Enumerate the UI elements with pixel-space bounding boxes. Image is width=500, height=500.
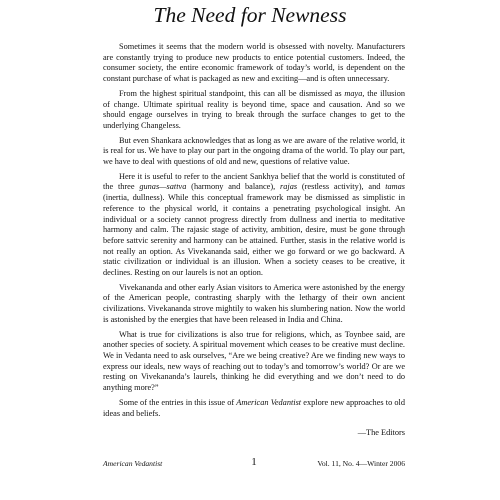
italic-term-gunas-sattva: gunas—sattva — [139, 182, 187, 192]
paragraph-6 — [103, 330, 405, 394]
paragraph-text: Sometimes it seems that the modern world is obsessed with novelty. Manufacturers are constantly trying to produce new products to entice potential customers. Indeed, the consumer society, the entire economic framework of today’s world, is dependent on the constant purchase of what is packaged as new and exciting—and is often unnecessary. — [103, 42, 405, 84]
italic-term-tamas: tamas — [385, 182, 406, 192]
paragraph-text: But even Shankara acknowledges that as long as we are aware of the relative world, it is real for us. We have to play our part in the ongoing drama of the world. To play our part, we have to deal with questions of old and new, questions of relative value. — [103, 135, 405, 167]
paragraph-1 — [103, 42, 405, 85]
paragraph-text: (restless activity), and — [297, 182, 386, 192]
italic-journal-name: American Vedantist — [236, 397, 302, 407]
paragraph-4 — [103, 172, 405, 279]
paragraph-text: What is true for civilizations is also true for religions, which, as Toynbee said, are another species of society. A spiritual movement which ceases to be creative must decline. We in Vedanta need to ask ourselves, “Are we being creative? Are we finding new ways to express our ideals, new ways of reaching out to today’s and tomorrow’s world? Or are we resting on Vivekananda’s laurels, thinking he did everything and we don’t need to do anything more?” — [103, 329, 405, 393]
paragraph-text: explore new approaches to old ideas and beliefs. — [103, 397, 405, 418]
footer-journal-name: American Vedantist — [103, 459, 163, 468]
page-title: The Need for Newness — [153, 3, 347, 27]
signature: —The Editors — [357, 428, 405, 437]
page-footer — [103, 457, 405, 471]
italic-term-rajas: rajas — [280, 182, 298, 192]
italic-term-maya: maya — [344, 88, 363, 98]
paragraph-3 — [103, 136, 405, 168]
paragraph-text: (inertia, dullness). While this conceptual framework may be dismissed as simplistic in reference to the physical world, it contains a penetrating psychological insight. An individual or a society cannot progress directly from dullness and inertia to meditative harmony and calm. The rajasic stage of activity, ambition, desire, must be gone through before sattvic serenity and harmony can be attained. Further, stasis in the relative world is not really an option. As Vivekananda said, either we go forward or we go backward. A static civilization or individual is an illusion. When a society ceases to be creative, it declines. Resting on our laurels is not an option. — [103, 193, 405, 278]
paragraph-text: Vivekananda and other early Asian visitors to America were astonished by the energy of the American people, contrasting sharply with the lethargy of their own ancient civilizations. Vivekananda strove mightily to waken his slumbering nation. Now the world is astonished by the energies that have been released in India and China. — [103, 282, 405, 324]
paragraph-text: Some of the entries in this issue of — [119, 397, 237, 407]
paragraph-text: From the highest spiritual standpoint, this can all be dismissed as — [119, 88, 345, 98]
article-body — [103, 42, 405, 423]
paragraph-7 — [103, 398, 405, 419]
paragraph-2 — [103, 89, 405, 132]
footer-issue: Vol. 11, No. 4—Winter 2006 — [317, 459, 405, 468]
page-number: 1 — [251, 456, 257, 468]
paragraph-5 — [103, 283, 405, 326]
paragraph-text: Here it is useful to refer to the ancient Sankhya belief that the world is constituted of the three — [103, 171, 405, 192]
paragraph-text: (harmony and balance), — [186, 182, 281, 192]
paragraph-text: , the illusion of change. Ultimate spiritual reality is beyond time, space and causation. And so we should engage ourselves in trying to break through the surface changes to get to the underlying Changeless. — [103, 88, 405, 130]
